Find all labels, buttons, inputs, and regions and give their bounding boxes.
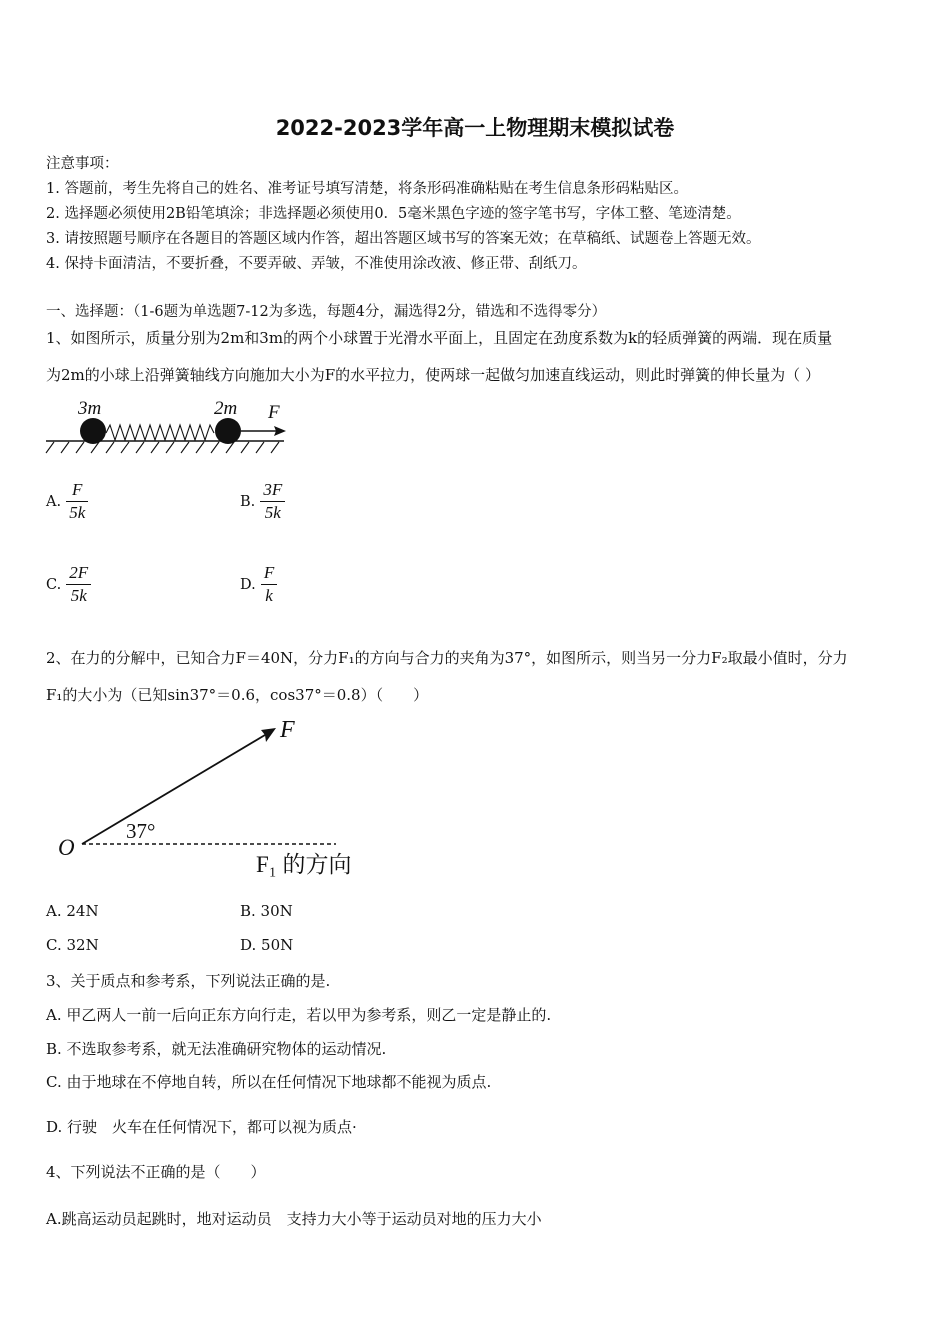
ball-2m (215, 418, 241, 444)
label-f1-direction: F₁ 的方向 (256, 852, 352, 877)
notice-item-3: 3. 请按照题号顺序在各题目的答题区域内作答，超出答题区域书写的答案无效；在草稿纸、试题卷上答题无效。 (46, 231, 761, 247)
notice-item-4: 4. 保持卡面清洁，不要折叠，不要弄破、弄皱，不准使用涂改液、修正带、刮纸刀。 (46, 256, 587, 272)
q3-option-a[interactable]: A. 甲乙两人一前一后向正东方向行走，若以甲为参考系，则乙一定是静止的. (46, 1006, 552, 1024)
fraction: $\frac{F}{5k}$ (66, 480, 88, 523)
q2-option-a[interactable]: A. 24N (46, 902, 99, 920)
fraction: $\frac{3F}{5k}$ (260, 480, 285, 523)
label-angle: 37° (126, 819, 156, 843)
q1-spring-figure (40, 395, 300, 465)
section-heading: 一、选择题：（1-6题为单选题7-12为多选，每题4分，漏选得2分，错选和不选得零分） (46, 304, 607, 320)
spring (106, 425, 214, 440)
force-vector (82, 732, 270, 844)
notice-item-1: 1. 答题前，考生先将自己的姓名、准考证号填写清楚，将条形码准确粘贴在考生信息条形码粘贴区。 (46, 181, 688, 197)
label-F: F (280, 717, 295, 743)
label-F: F (268, 402, 280, 423)
page-title: 2022-2023学年高一上物理期末模拟试卷 (275, 116, 675, 140)
q3-stem: 3、关于质点和参考系，下列说法正确的是. (46, 972, 331, 990)
q1-option-a[interactable]: A. $\frac{F}{5k}$ (46, 480, 88, 523)
q1-option-c[interactable]: C. $\frac{2F}{5k}$ (46, 563, 91, 606)
label-O: O (58, 835, 75, 860)
label-2m: 2m (214, 398, 238, 419)
q2-force-figure (52, 712, 382, 882)
q1-option-b[interactable]: B. $\frac{3F}{5k}$ (240, 480, 285, 523)
q2-option-c[interactable]: C. 32N (46, 936, 99, 954)
ball-3m (80, 418, 106, 444)
notice-heading: 注意事项： (46, 156, 119, 172)
q2-stem-line2: F₁的大小为（已知sin37°＝0.6，cos37°＝0.8）（ ） (46, 686, 429, 704)
q3-option-b[interactable]: B. 不选取参考系，就无法准确研究物体的运动情况. (46, 1040, 387, 1058)
q1-stem-line2: 为2m的小球上沿弹簧轴线方向施加大小为F的水平拉力，使两球一起做匀加速直线运动，则此时弹簧的伸长量为（ ） (46, 366, 820, 384)
fraction: $\frac{2F}{5k}$ (66, 563, 91, 606)
q3-option-d[interactable]: D. 行驶 火车在任何情况下，都可以视为质点· (46, 1118, 357, 1136)
q2-option-b[interactable]: B. 30N (240, 902, 293, 920)
notice-item-2: 2. 选择题必须使用2B铅笔填涂；非选择题必须使用0．5毫米黑色字迹的签字笔书写，字体工整、笔迹清楚。 (46, 206, 741, 222)
q2-stem-line1: 2、在力的分解中，已知合力F＝40N，分力F₁的方向与合力的夹角为37°，如图所示，则当另一分力F₂取最小值时，分力 (46, 649, 848, 667)
q2-option-d[interactable]: D. 50N (240, 936, 294, 954)
fraction: $\frac{F}{k}$ (261, 563, 277, 606)
q1-stem-line1: 1、如图所示，质量分别为2m和3m的两个小球置于光滑水平面上，且固定在劲度系数为k的轻质弹簧的两端．现在质量 (46, 329, 833, 347)
label-3m: 3m (78, 398, 102, 419)
q1-option-d[interactable]: D. $\frac{F}{k}$ (240, 563, 277, 606)
q4-stem: 4、下列说法不正确的是（ ） (46, 1163, 266, 1181)
q3-option-c[interactable]: C. 由于地球在不停地自转，所以在任何情况下地球都不能视为质点. (46, 1073, 492, 1091)
q4-option-a[interactable]: A.跳高运动员起跳时，地对运动员 支持力大小等于运动员对地的压力大小 (46, 1210, 542, 1228)
